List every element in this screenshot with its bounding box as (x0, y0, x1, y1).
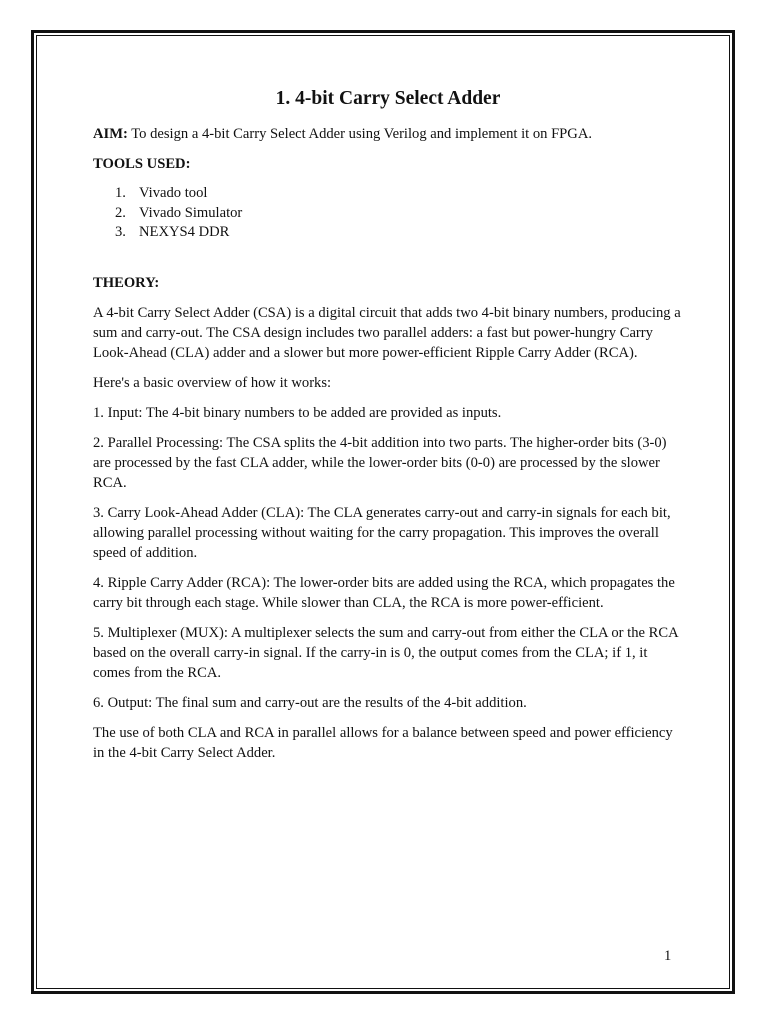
theory-paragraph: 1. Input: The 4-bit binary numbers to be added are provided as inputs. (93, 404, 502, 421)
tools-item-label: Vivado tool (139, 185, 208, 201)
tools-list (93, 184, 683, 243)
tools-heading: TOOLS USED: (93, 156, 191, 172)
theory-heading: THEORY: (93, 274, 160, 291)
aim-label: AIM: (93, 126, 128, 142)
tools-item-number: 1. (115, 185, 126, 201)
theory-paragraph: The use of both CLA and RCA in parallel allows for a balance between speed and power efficiency in the 4-bit Carry Select Adder. (93, 724, 673, 761)
tools-list-item (115, 223, 683, 243)
theory-paragraph: Here's a basic overview of how it works: (93, 374, 332, 391)
theory-paragraph: A 4-bit Carry Select Adder (CSA) is a digital circuit that adds two 4-bit binary numbers, producing a sum and carry-out. The CSA design includes two parallel adders: a fast but power-hungry Carry Look-Ahead (CLA) adder and a slower but more power-efficient Ripple Carry Adder (RCA). (93, 304, 681, 361)
document-title: 1. 4-bit Carry Select Adder (275, 88, 501, 109)
theory-paragraph: 6. Output: The final sum and carry-out are the results of the 4-bit addition. (93, 694, 527, 711)
tools-list-item (115, 204, 683, 224)
tools-item-number: 2. (115, 204, 126, 221)
theory-paragraph: 3. Carry Look-Ahead Adder (CLA): The CLA generates carry-out and carry-in signals for each bit, allowing parallel processing without waiting for the carry propagation. This improves the overall speed of addition. (93, 504, 671, 561)
tools-item-number: 3. (115, 224, 126, 240)
document-body (93, 86, 683, 773)
tools-item-label: Vivado Simulator (139, 204, 243, 221)
theory-paragraph: 4. Ripple Carry Adder (RCA): The lower-order bits are added using the RCA, which propagates the carry bit through each stage. While slower than CLA, the RCA is more power-efficient. (93, 574, 675, 611)
aim-text: To design a 4-bit Carry Select Adder using Verilog and implement it on FPGA. (127, 126, 593, 142)
tools-item-label: NEXYS4 DDR (139, 224, 230, 240)
aim-paragraph (93, 124, 683, 144)
theory-paragraph: 2. Parallel Processing: The CSA splits the 4-bit addition into two parts. The higher-order bits (3-0) are processed by the fast CLA adder, while the lower-order bits (0-0) are processed by the slower RCA. (93, 434, 667, 491)
theory-paragraph: 5. Multiplexer (MUX): A multiplexer selects the sum and carry-out from either the CLA or the RCA based on the overall carry-in signal. If the carry-in is 0, the output comes from the CLA; if 1, it comes from the RCA. (93, 624, 678, 681)
page-number: 1 (664, 948, 672, 964)
tools-list-item (115, 184, 683, 204)
